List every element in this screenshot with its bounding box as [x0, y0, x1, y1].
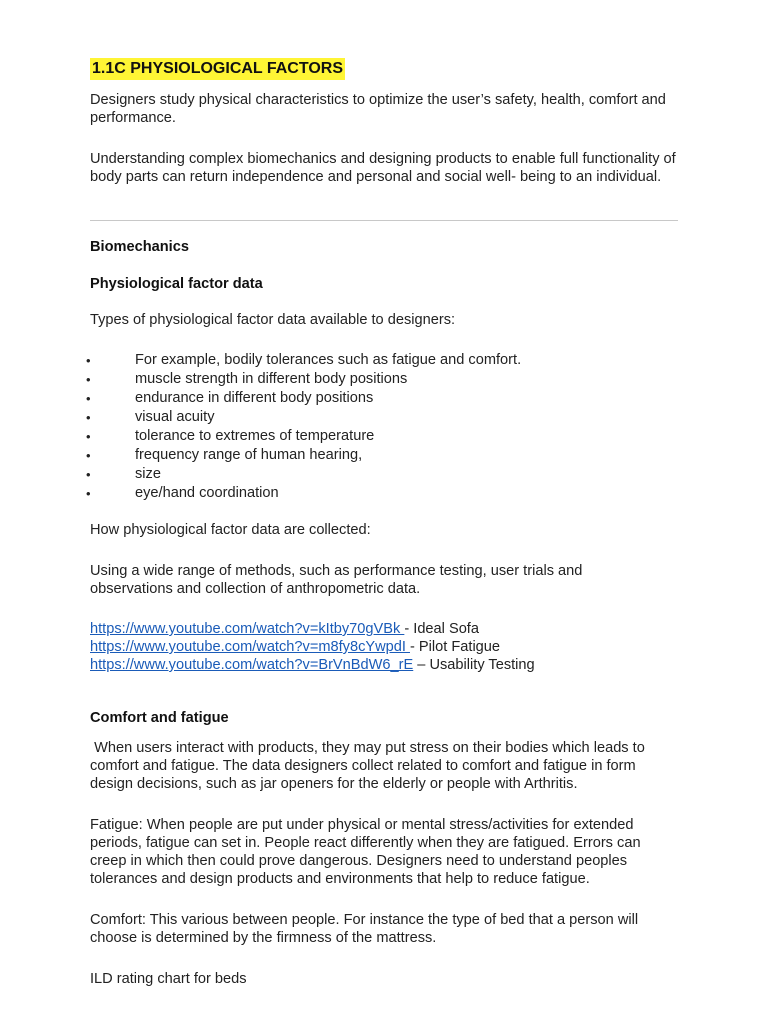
types-intro: Types of physiological factor data available to designers: — [90, 312, 456, 328]
bullet-icon: • — [86, 353, 91, 368]
title-wrap — [90, 58, 345, 80]
link-row-pilot-fatigue — [90, 638, 535, 656]
list-item: • eye/hand coordination — [86, 485, 279, 501]
biomechanics-heading: Biomechanics — [90, 239, 189, 255]
fatigue-paragraph: Fatigue: When people are put under physical or mental stress/activities for extended periods, fatigue can set in. People react differently when they are fatigued. Errors can creep in which then could prove dangerous. Designers need to understand peoples tolerances and design products and environments that help to reduce fatigue. — [90, 817, 641, 887]
list-item: • tolerance to extremes of temperature — [86, 428, 375, 444]
bullet-icon: • — [86, 429, 91, 444]
link-row-usability-testing — [90, 656, 535, 674]
list-item: • muscle strength in different body positions — [86, 371, 408, 387]
comfort-fatigue-heading: Comfort and fatigue — [90, 710, 229, 726]
intro-paragraph-2: Understanding complex biomechanics and designing products to enable full functionality of body parts can return independence and personal and social well- being to an individual. — [90, 151, 676, 185]
comfort-paragraph-2: Comfort: This various between people. For instance the type of bed that a person will choose is determined by the firmness of the mattress. — [90, 912, 639, 946]
youtube-link-ideal-sofa[interactable]: https://www.youtube.com/watch?v=kItby70gVBk — [90, 621, 405, 637]
link-row-ideal-sofa — [90, 620, 535, 638]
list-item: • endurance in different body positions — [86, 390, 374, 406]
physiological-data-heading: Physiological factor data — [90, 276, 263, 292]
bullet-icon: • — [86, 391, 91, 406]
video-links — [90, 620, 535, 674]
youtube-link-usability-testing[interactable]: https://www.youtube.com/watch?v=BrVnBdW6_rE — [90, 657, 414, 673]
types-list — [86, 351, 522, 503]
link-label: – Usability Testing — [413, 657, 535, 673]
bullet-icon: • — [86, 486, 91, 501]
intro-paragraph-1: Designers study physical characteristics to optimize the user’s safety, health, comfort and performance. — [90, 92, 666, 126]
youtube-link-pilot-fatigue[interactable]: https://www.youtube.com/watch?v=m8fy8cYwpdI — [90, 639, 410, 655]
list-item: • frequency range of human hearing, — [86, 447, 363, 463]
list-item: • visual acuity — [86, 409, 215, 425]
page-title: 1.1C PHYSIOLOGICAL FACTORS — [90, 58, 345, 80]
bullet-icon: • — [86, 410, 91, 425]
link-label: - Pilot Fatigue — [410, 639, 501, 655]
list-item: • size — [86, 466, 161, 482]
collected-intro: How physiological factor data are collected: — [90, 522, 371, 538]
collected-text: Using a wide range of methods, such as performance testing, user trials and observations and collection of anthropometric data. — [90, 563, 583, 597]
bullet-icon: • — [86, 467, 91, 482]
bullet-icon: • — [86, 448, 91, 463]
comfort-paragraph-1: When users interact with products, they may put stress on their bodies which leads to comfort and fatigue. The data designers collect related to comfort and fatigue in form design decisions, such as jar openers for the elderly or people with Arthritis. — [90, 740, 649, 792]
link-label: - Ideal Sofa — [404, 621, 479, 637]
horizontal-divider — [90, 220, 678, 221]
bullet-icon: • — [86, 372, 91, 387]
ild-chart-caption: ILD rating chart for beds — [90, 971, 247, 987]
list-item: • For example, bodily tolerances such as fatigue and comfort. — [86, 352, 522, 368]
